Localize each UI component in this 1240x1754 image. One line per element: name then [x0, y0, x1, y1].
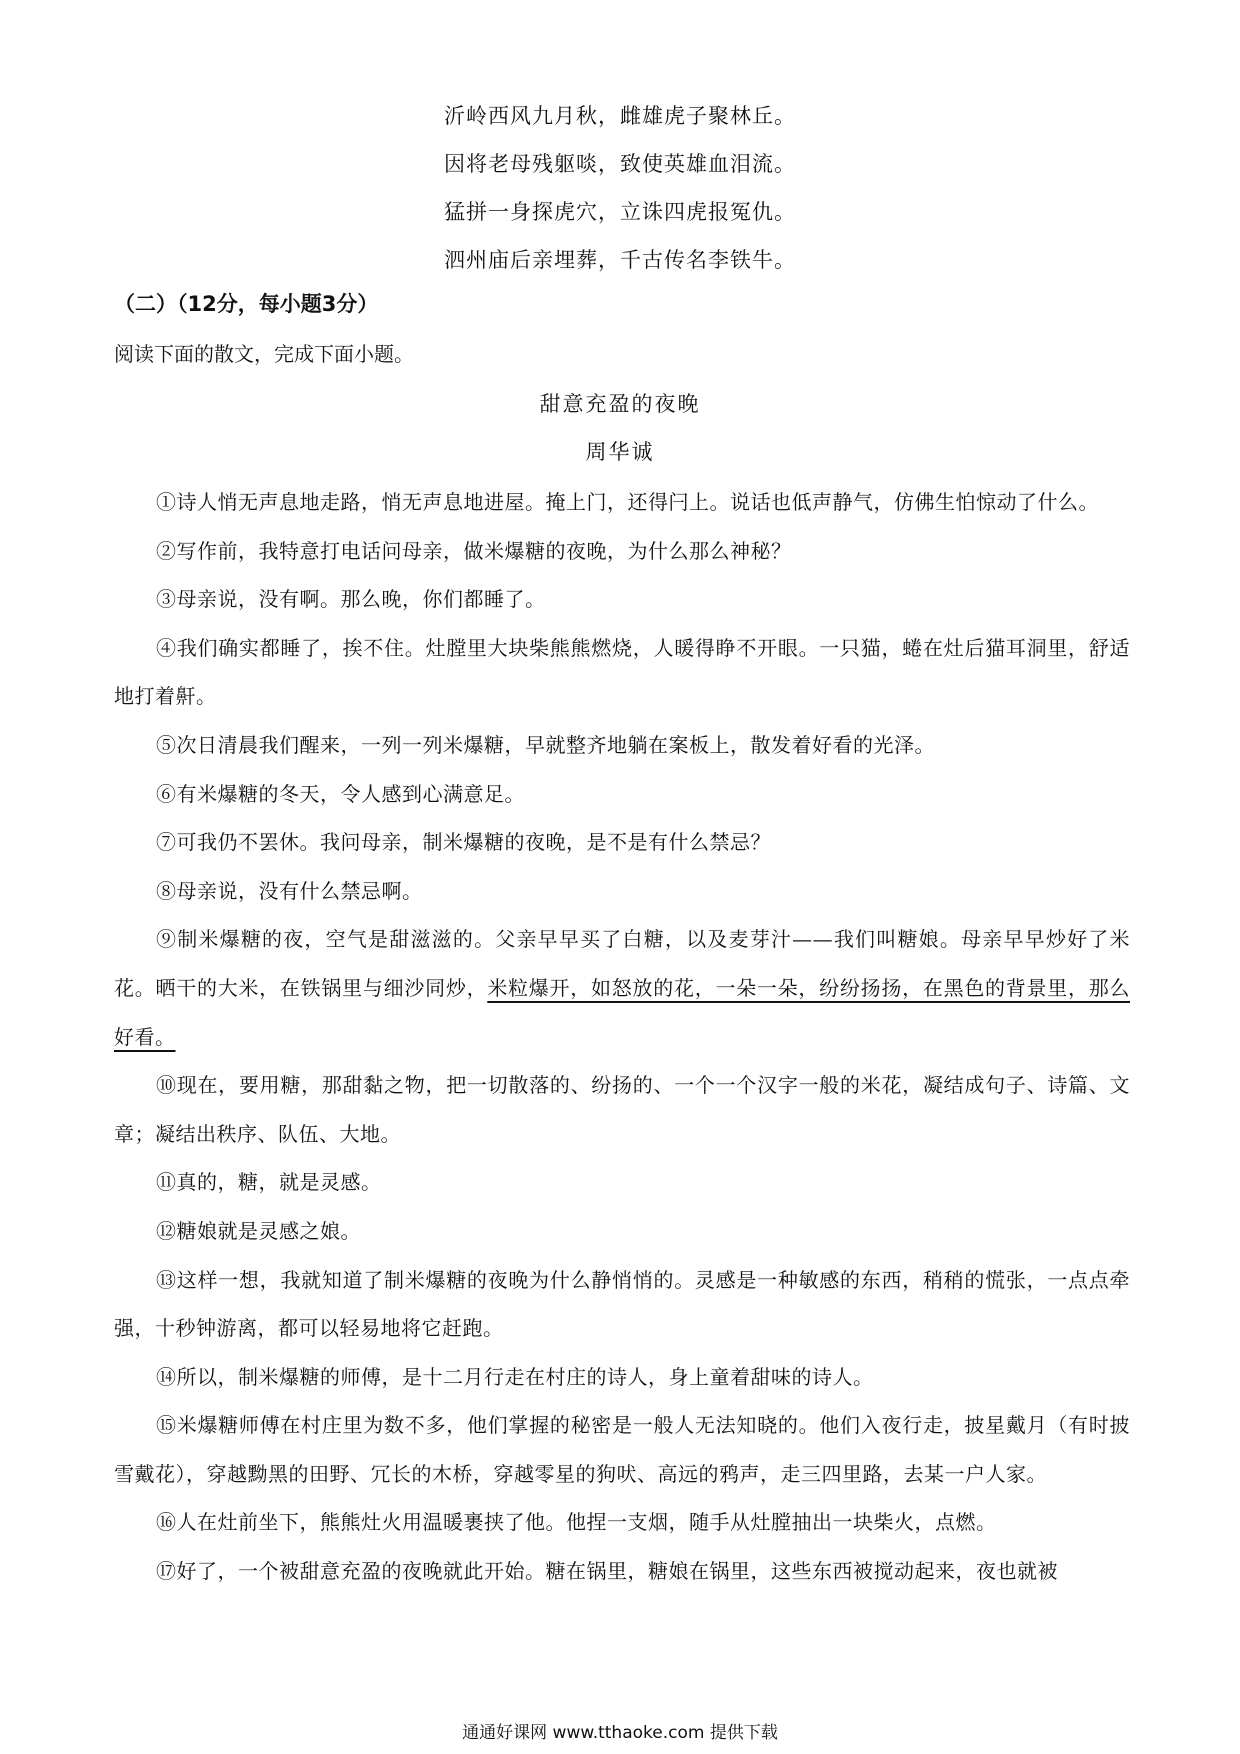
paragraph-4: ④我们确实都睡了，挨不住。灶膛里大块柴熊熊燃烧，人暖得睁不开眼。一只猫，蜷在灶后猫耳洞里，舒适地打着鼾。	[114, 635, 1130, 709]
paragraph-8: ⑧母亲说，没有什么禁忌啊。	[156, 878, 423, 903]
paragraph-17: ⑰好了，一个被甜意充盈的夜晚就此开始。糖在锅里，糖娘在锅里，这些东西被搅动起来，夜也就被	[156, 1559, 1058, 1584]
instruction-text: 阅读下面的散文，完成下面小题。	[114, 342, 414, 366]
paragraph-3: ③母亲说，没有啊。那么晚，你们都睡了。	[156, 587, 546, 612]
section-heading: （二）（12分，每小题3分）	[114, 292, 379, 316]
paragraph-1: ①诗人悄无声息地走路，悄无声息地进屋。掩上门，还得闩上。说话也低声静气，仿佛生怕惊动了什么。	[156, 490, 1099, 514]
poem-line: 因将老母残躯啖，致使英雄血泪流。	[444, 152, 796, 176]
paragraph-10: ⑩现在，要用糖，那甜黏之物，把一切散落的、纷扬的、一个一个汉字一般的米花，凝结成句子、诗篇、文章；凝结出秩序、队伍、大地。	[114, 1073, 1130, 1146]
article-author: 周华诚	[585, 440, 655, 464]
underlined-sentence: 米粒爆开，如怒放的花，一朵一朵，纷纷扬扬，在黑色的背景里，那么好看。	[114, 975, 1130, 1049]
paragraph-2: ②写作前，我特意打电话问母亲，做米爆糖的夜晚，为什么那么神秘？	[156, 538, 792, 563]
article-body	[114, 478, 1130, 1596]
poem	[0, 92, 1240, 284]
paragraph-9	[114, 915, 1130, 1061]
paragraph-7: ⑦可我仍不罢休。我问母亲，制米爆糖的夜晚，是不是有什么禁忌？	[156, 830, 771, 855]
article-title: 甜意充盈的夜晚	[539, 392, 701, 416]
poem-line: 猛拼一身探虎穴，立诛四虎报冤仇。	[444, 200, 796, 224]
page-footer: 通通好课网 www.tthaoke.com 提供下载	[462, 1723, 778, 1743]
paragraph-15: ⑮米爆糖师傅在村庄里为数不多，他们掌握的秘密是一般人无法知晓的。他们入夜行走，披星戴月（有时披雪戴花），穿越黝黑的田野、冗长的木桥，穿越零星的狗吠、高远的鸦声，走三四里路，去某一户人家。	[114, 1413, 1130, 1486]
paragraph-9-text: ⑨制米爆糖的夜，空气是甜滋滋的。父亲早早买了白糖，以及麦芽汁——我们叫糖娘。母亲早早炒好了米花。晒干的大米，在铁锅里与细沙同炒，	[114, 927, 1130, 1000]
poem-line: 泗州庙后亲埋葬，千古传名李铁牛。	[444, 248, 796, 272]
paragraph-12: ⑫糖娘就是灵感之娘。	[156, 1218, 361, 1243]
paragraph-14: ⑭所以，制米爆糖的师傅，是十二月行走在村庄的诗人，身上童着甜味的诗人。	[156, 1364, 874, 1389]
poem-line: 沂岭西风九月秋，雌雄虎子聚林丘。	[444, 104, 796, 128]
paragraph-11: ⑪真的，糖，就是灵感。	[156, 1170, 382, 1195]
paragraph-13: ⑬这样一想，我就知道了制米爆糖的夜晚为什么静悄悄的。灵感是一种敏感的东西，稍稍的慌张，一点点牵强，十秒钟游离，都可以轻易地将它赶跑。	[114, 1267, 1130, 1341]
paragraph-6: ⑥有米爆糖的冬天，令人感到心满意足。	[156, 781, 525, 806]
paragraph-5: ⑤次日清晨我们醒来，一列一列米爆糖，早就整齐地躺在案板上，散发着好看的光泽。	[156, 732, 935, 757]
paragraph-16: ⑯人在灶前坐下，熊熊灶火用温暖裹挟了他。他捏一支烟，随手从灶膛抽出一块柴火，点燃。	[156, 1510, 997, 1535]
